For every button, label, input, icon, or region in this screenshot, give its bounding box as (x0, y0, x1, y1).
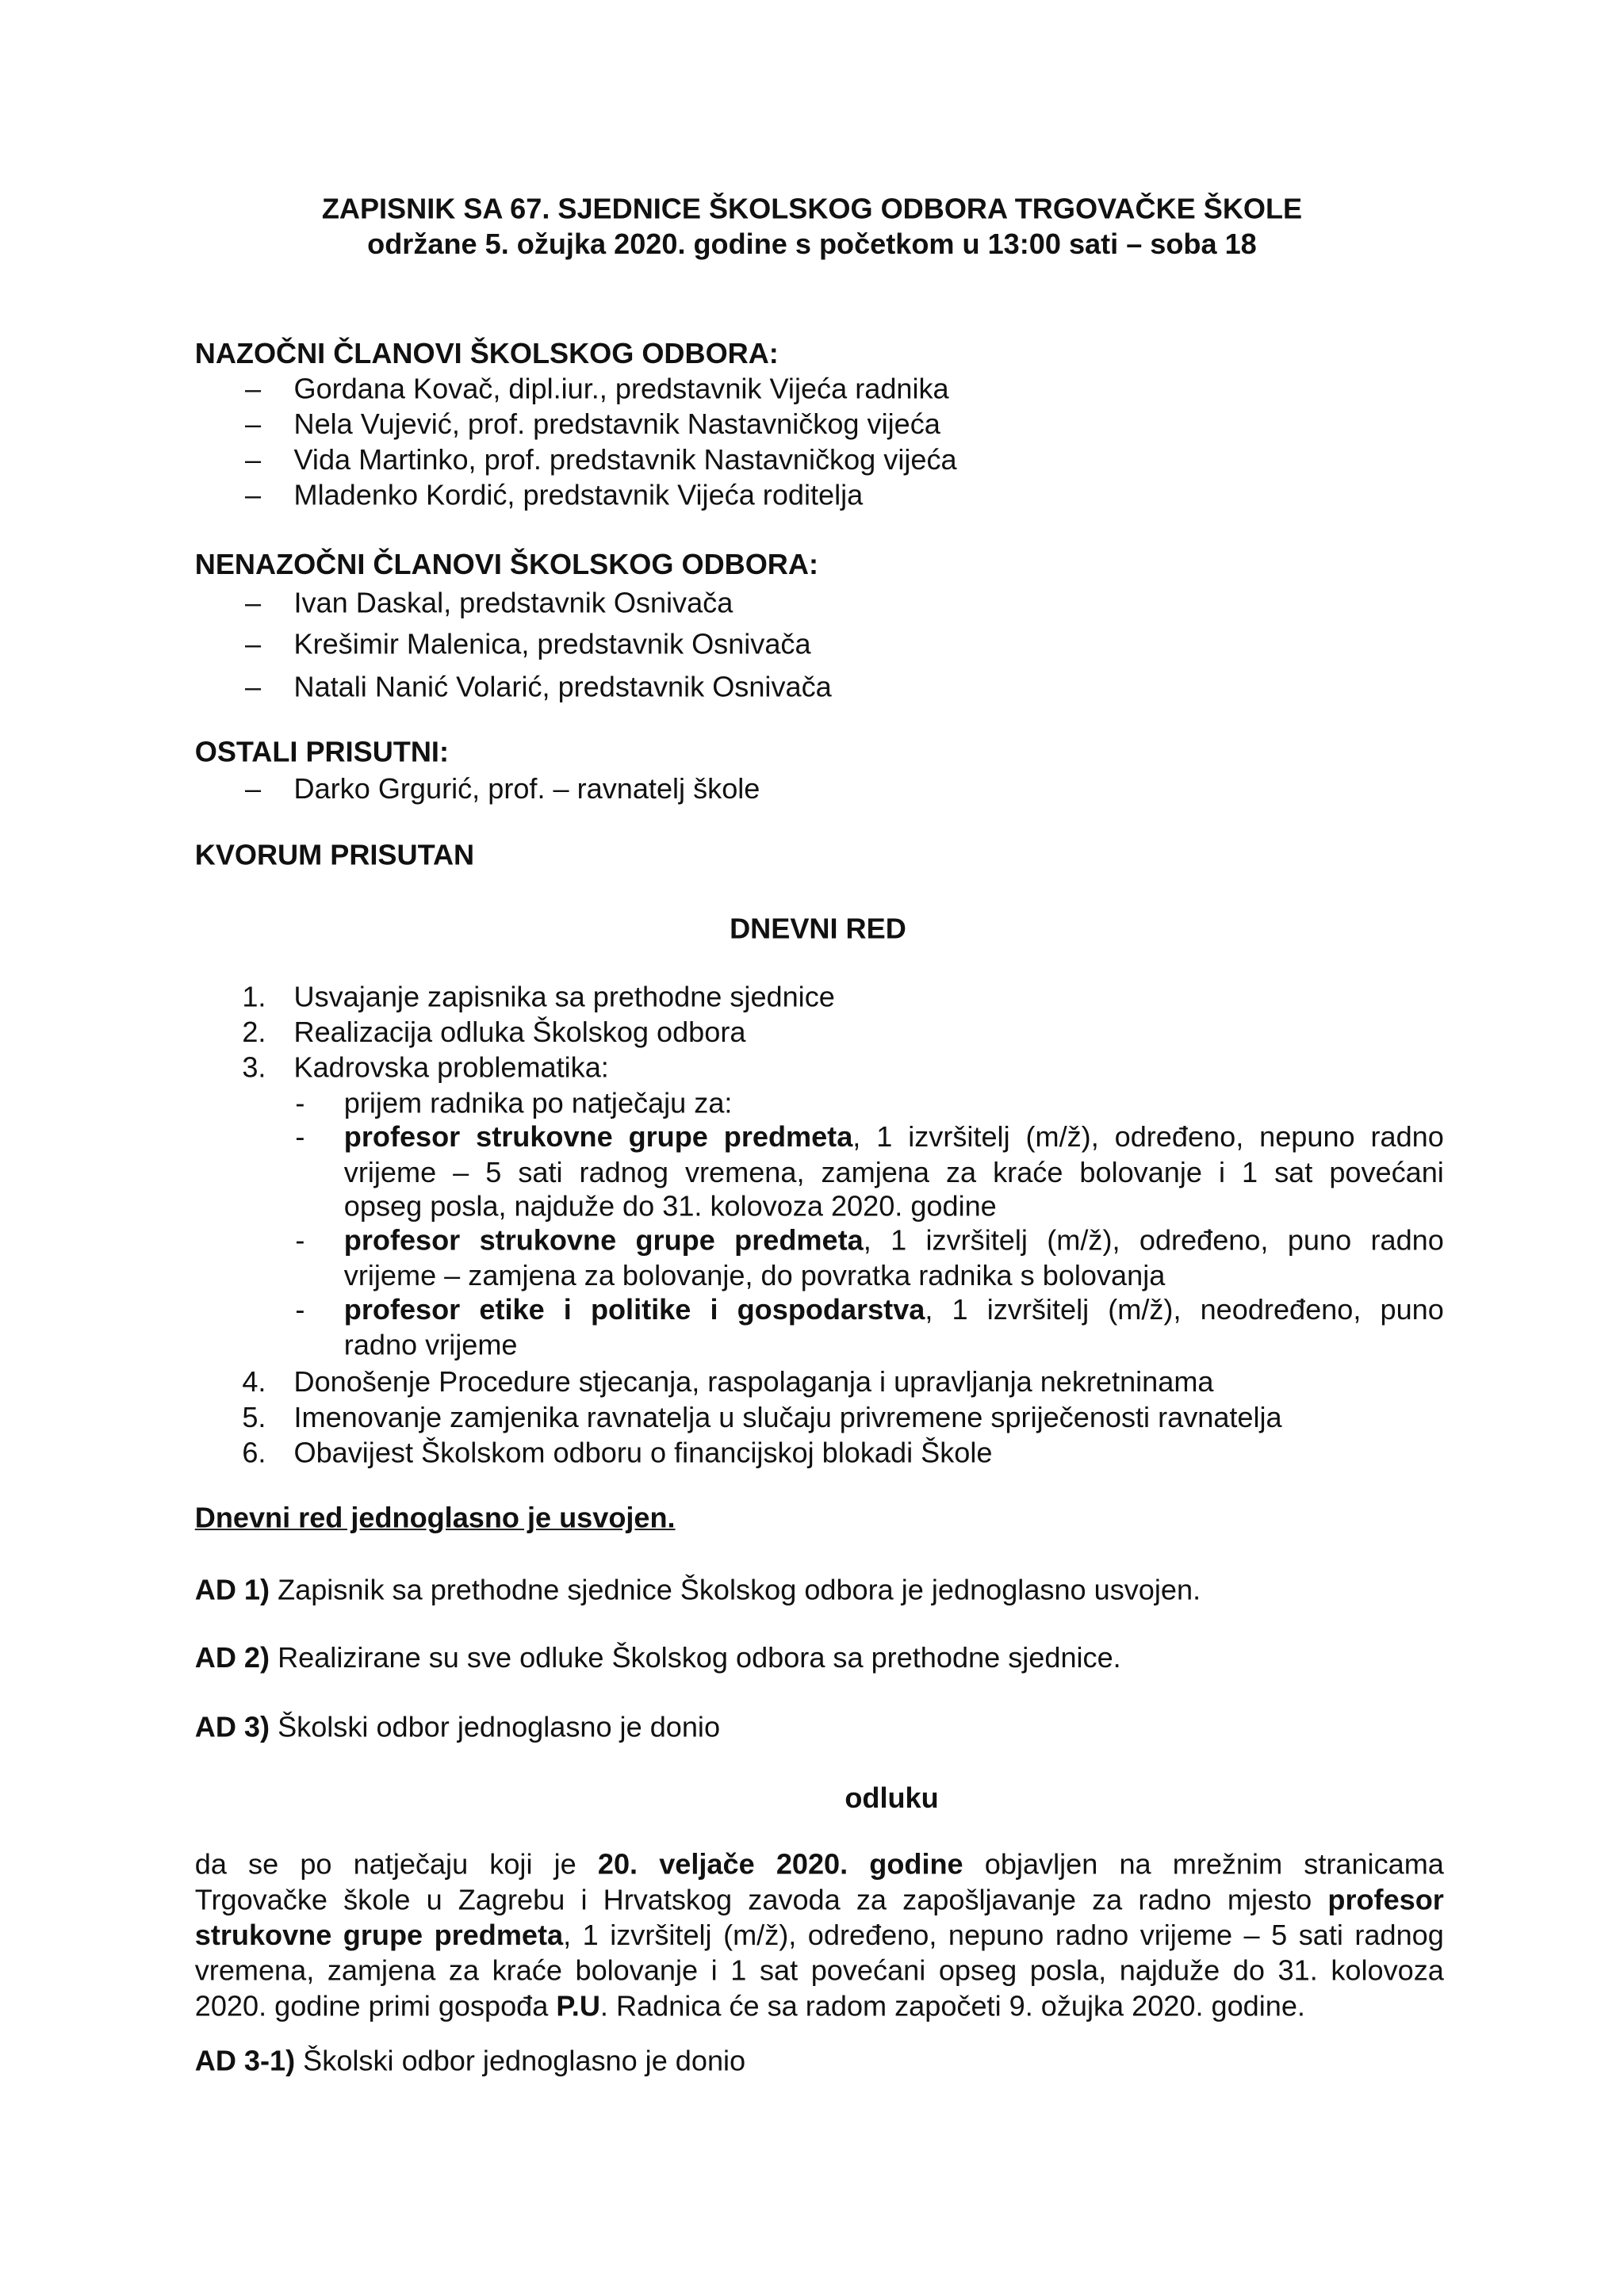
sub-item (344, 1223, 1444, 1292)
list-item: Darko Grgurić, prof. – ravnatelj škole (293, 773, 760, 806)
agenda-adopted-note: Dnevni red jednoglasno je usvojen. (194, 1502, 676, 1535)
list-dash: – (245, 479, 262, 512)
sub-item-rest: , 1 izvršitelj (m/ž), određeno, nepuno radno (852, 1121, 1444, 1154)
sub-item-rest: , 1 izvršitelj (m/ž), neodređeno, puno (925, 1294, 1444, 1327)
agenda-heading: DNEVNI RED (730, 913, 906, 947)
sub-item-bold: profesor etike i politike i gospodarstva (343, 1294, 925, 1327)
decision-text: vremena, zamjena za kraće bolovanje i 1 sat povećani opseg posla, najduže do 31. kolovoza (194, 1955, 1444, 1988)
agenda-item: Donošenje Procedure stjecanja, raspolaganja i upravljanja nekretninama (293, 1366, 1214, 1399)
quorum-note: KVORUM PRISUTAN (194, 840, 475, 872)
absent-heading: NENAZOČNI ČLANOVI ŠKOLSKOG ODBORA: (194, 549, 818, 582)
agenda-number: 3. (242, 1052, 266, 1085)
others-heading: OSTALI PRISUTNI: (194, 736, 449, 769)
sub-item (344, 1292, 1444, 1361)
agenda-item: Obavijest Školskom odboru o financijskoj blokadi Škole (293, 1437, 993, 1470)
document-title: ZAPISNIK SA 67. SJEDNICE ŠKOLSKOG ODBORA TRGOVAČKE ŠKOLE (321, 193, 1303, 226)
agenda-item: Kadrovska problematika: (293, 1052, 609, 1085)
sub-item-line: vrijeme – zamjena za bolovanje, do povratka radnika s bolovanja (343, 1259, 1166, 1292)
agenda-number: 2. (242, 1016, 266, 1050)
ad2-text: Realizirane su sve odluke Školskog odbora sa prethodne sjednice. (270, 1642, 1121, 1675)
ad1-text: Zapisnik sa prethodne sjednice Školskog odbora je jednoglasno usvojen. (270, 1574, 1201, 1607)
decision-text: da se po natječaju koji je (194, 1849, 598, 1882)
sub-item (344, 1120, 1444, 1224)
decision-text: . Radnica će sa radom započeti 9. ožujka 2020. godine. (599, 1990, 1305, 2023)
ad3-label: AD 3) (194, 1711, 270, 1744)
decision-person: P.U (556, 1990, 600, 2023)
ad31-label: AD 3-1) (194, 2045, 296, 2078)
list-item: Vida Martinko, prof. predstavnik Nastavničkog vijeća (293, 444, 957, 477)
sub-dash: - (295, 1294, 305, 1327)
ad3-text: Školski odbor jednoglasno je donio (270, 1711, 721, 1744)
document-subtitle: održane 5. ožujka 2020. godine s početkom u 13:00 sati – soba 18 (367, 228, 1257, 262)
ad31-paragraph (195, 2044, 745, 2081)
decision-position: strukovne grupe predmeta (194, 1919, 564, 1953)
list-dash: – (245, 773, 262, 806)
decision-position: profesor (1327, 1884, 1444, 1917)
sub-item-bold: profesor strukovne grupe predmeta (343, 1224, 864, 1257)
list-item: Natali Nanić Volarić, predstavnik Osnivača (293, 671, 832, 704)
list-dash: – (245, 671, 262, 704)
list-item: Nela Vujević, prof. predstavnik Nastavničkog vijeća (293, 408, 940, 442)
decision-text: Trgovačke škole u Zagrebu i Hrvatskog zavoda za zapošljavanje za radno mjesto (194, 1884, 1328, 1917)
agenda-number: 6. (242, 1437, 266, 1470)
agenda-item: Usvajanje zapisnika sa prethodne sjednice (293, 981, 835, 1014)
sub-item-line: vrijeme – 5 sati radnog vremena, zamjena za kraće bolovanje i 1 sat povećani (343, 1156, 1444, 1189)
sub-dash: - (295, 1121, 305, 1154)
decision-paragraph (195, 1847, 1444, 2024)
list-item: Krešimir Malenica, predstavnik Osnivača (293, 628, 811, 661)
decision-text: objavljen na mrežnim stranicama (963, 1849, 1444, 1882)
list-dash: – (245, 408, 262, 442)
list-dash: – (245, 444, 262, 477)
sub-item-line: opseg posla, najduže do 31. kolovoza 2020. godine (343, 1190, 997, 1223)
ad2-paragraph (195, 1641, 1121, 1678)
ad1-paragraph (195, 1573, 1201, 1610)
sub-dash: - (295, 1224, 305, 1257)
agenda-number: 1. (242, 981, 266, 1014)
ad3-paragraph (195, 1710, 720, 1747)
list-dash: – (245, 628, 262, 661)
agenda-number: 4. (242, 1366, 266, 1399)
sub-item-bold: profesor strukovne grupe predmeta (343, 1121, 853, 1154)
sub-dash: - (295, 1087, 305, 1120)
decision-text: , 1 izvršitelj (m/ž), određeno, nepuno radno vrijeme – 5 sati radnog (563, 1919, 1444, 1953)
agenda-item: Imenovanje zamjenika ravnatelja u slučaju privremene spriječenosti ravnatelja (293, 1402, 1282, 1435)
ad31-text: Školski odbor jednoglasno je donio (295, 2045, 746, 2078)
sub-item-rest: , 1 izvršitelj (m/ž), određeno, puno radno (863, 1224, 1444, 1257)
list-item: Ivan Daskal, predstavnik Osnivača (293, 587, 733, 620)
present-heading: NAZOČNI ČLANOVI ŠKOLSKOG ODBORA: (194, 338, 779, 371)
list-dash: – (245, 587, 262, 620)
decision-date: 20. veljače 2020. godine (597, 1849, 963, 1882)
decision-heading: odluku (845, 1782, 939, 1816)
decision-text: 2020. godine primi gospođa (194, 1990, 557, 2023)
sub-intro: prijem radnika po natječaju za: (343, 1087, 733, 1120)
sub-item-line: radno vrijeme (343, 1329, 518, 1361)
list-item: Gordana Kovač, dipl.iur., predstavnik Vijeća radnika (293, 373, 949, 406)
list-item: Mladenko Kordić, predstavnik Vijeća roditelja (293, 479, 864, 512)
ad2-label: AD 2) (194, 1642, 270, 1675)
list-dash: – (245, 373, 262, 406)
agenda-number: 5. (242, 1402, 266, 1435)
ad1-label: AD 1) (194, 1574, 270, 1607)
agenda-item: Realizacija odluka Školskog odbora (293, 1016, 746, 1050)
